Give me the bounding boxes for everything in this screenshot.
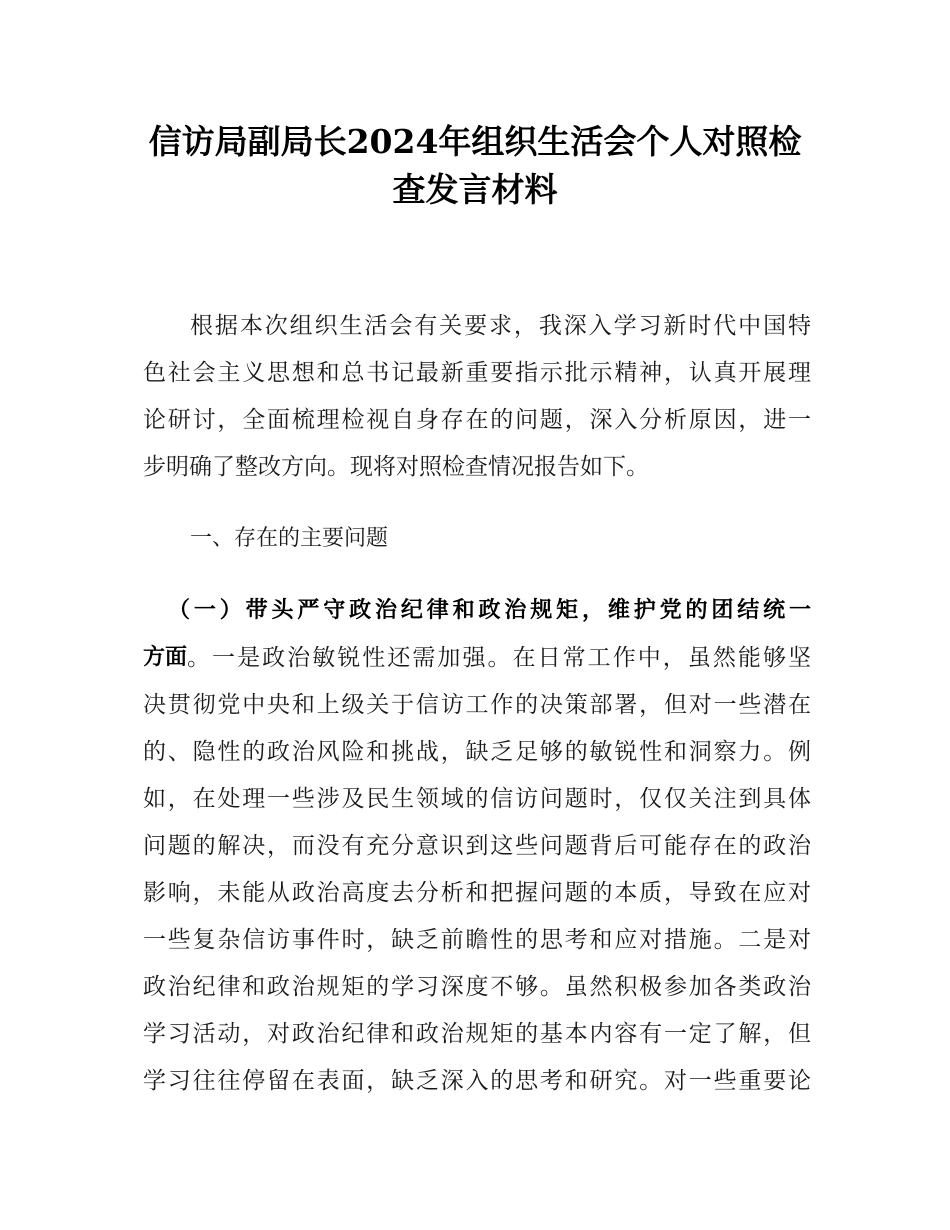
intro-line-3: 论研讨，全面梳理检视自身存在的问题，深入分析原因，进一 (143, 407, 811, 433)
subsection-heading-end: 方面 (143, 645, 188, 670)
document-title-line-1: 信访局副局长2024年组织生活会个人对照检 (148, 122, 802, 161)
subsection-line-2 (143, 643, 811, 673)
subsection-heading-line-1: （一）带头严守政治纪律和政治规矩，维护党的团结统一 (168, 598, 811, 623)
body-line: 决贯彻党中央和上级关于信访工作的决策部署，但对一些潜在 (143, 692, 811, 718)
body-line: 政治纪律和政治规矩的学习深度不够。虽然积极参加各类政治 (143, 974, 811, 1000)
body-line: 的、隐性的政治风险和挑战，缺乏足够的敏锐性和洞察力。例 (143, 739, 811, 765)
body-line: 学习往往停留在表面，缺乏深入的思考和研究。对一些重要论 (143, 1068, 811, 1094)
section-heading: 一、存在的主要问题 (190, 526, 389, 551)
subsection-line-2-rest: 。一是政治敏锐性还需加强。在日常工作中，虽然能够坚 (187, 645, 811, 671)
intro-line-2: 色社会主义思想和总书记最新重要指示批示精神，认真开展理 (143, 360, 811, 386)
body-line: 一些复杂信访事件时，缺乏前瞻性的思考和应对措施。二是对 (143, 927, 811, 953)
body-line: 影响，未能从政治高度去分析和把握问题的本质，导致在应对 (143, 880, 811, 906)
body-line: 问题的解决，而没有充分意识到这些问题背后可能存在的政治 (143, 833, 811, 859)
intro-line-4: 步明确了整改方向。现将对照检查情况报告如下。 (143, 454, 649, 480)
intro-line-1: 根据本次组织生活会有关要求，我深入学习新时代中国特 (190, 313, 811, 339)
document-title-line-2: 查发言材料 (392, 170, 558, 209)
body-line: 如，在处理一些涉及民生领域的信访问题时，仅仅关注到具体 (143, 786, 811, 812)
body-line: 学习活动，对政治纪律和政治规矩的基本内容有一定了解，但 (143, 1021, 811, 1047)
